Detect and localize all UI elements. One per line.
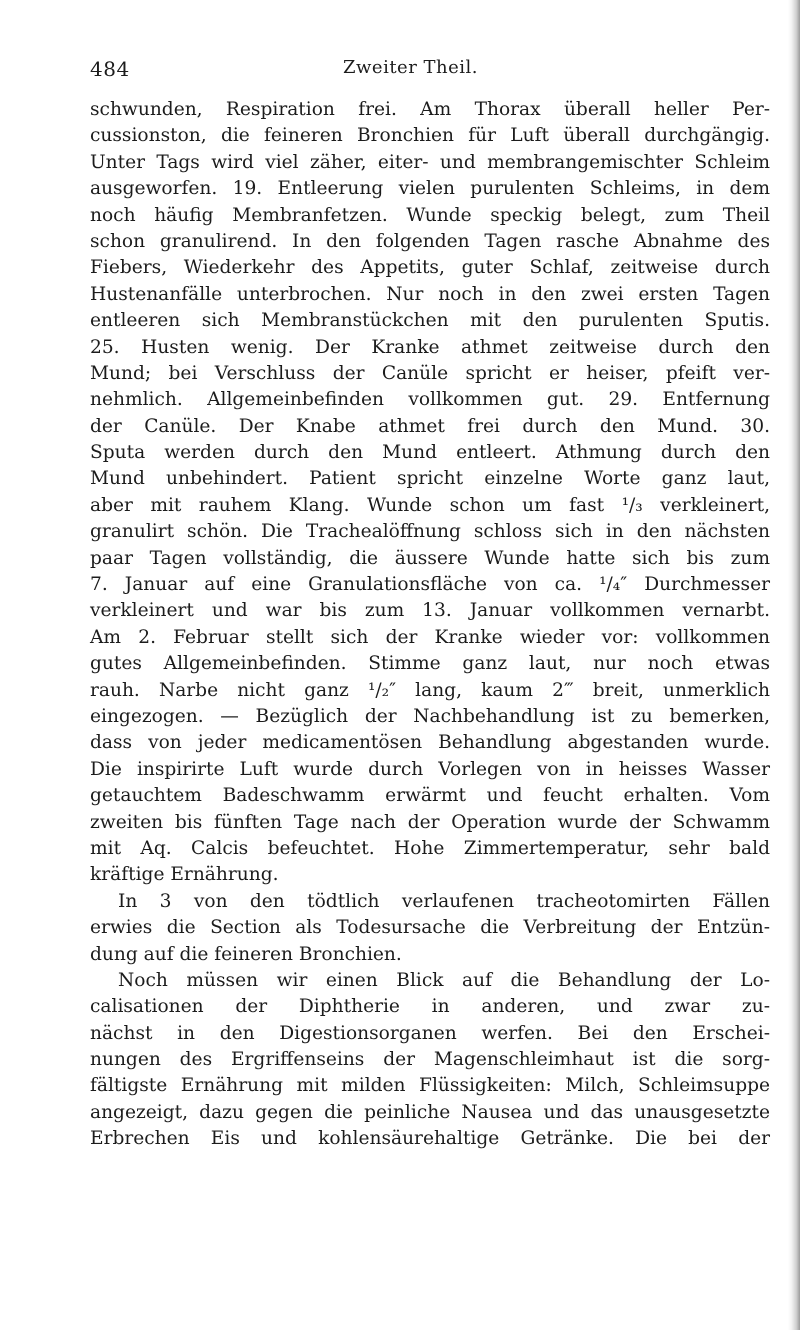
text-line: aber mit rauhem Klang. Wunde schon um fast ¹/₃ verkleinert, xyxy=(90,494,770,516)
text-line: verkleinert und war bis zum 13. Januar vollkommen vernarbt. xyxy=(90,600,770,622)
text-line: entleeren sich Membranstückchen mit den purulenten Sputis. xyxy=(90,310,770,332)
text-line: In 3 von den tödtlich verlaufenen tracheotomirten Fällen xyxy=(118,890,770,912)
text-line: Fiebers, Wiederkehr des Appetits, guter Schlaf, zeitweise durch xyxy=(90,257,770,279)
text-line: Am 2. Februar stellt sich der Kranke wieder vor: vollkommen xyxy=(90,626,770,648)
text-line: 7. Januar auf eine Granulationsfläche von ca. ¹/₄″ Durchmesser xyxy=(90,574,770,596)
body-text xyxy=(90,97,770,1153)
text-line: ausgeworfen. 19. Entleerung vielen purulenten Schleims, in dem xyxy=(90,178,770,200)
text-line: kräftige Ernährung. xyxy=(90,864,279,886)
text-line: noch häufig Membranfetzen. Wunde speckig belegt, zum Theil xyxy=(90,204,770,226)
text-line: rauh. Narbe nicht ganz ¹/₂″ lang, kaum 2‴ breit, unmerklich xyxy=(90,679,770,701)
text-line: angezeigt, dazu gegen die peinliche Nausea und das unausgesetzte xyxy=(90,1101,770,1123)
text-line: dass von jeder medicamentösen Behandlung abgestanden wurde. xyxy=(90,732,770,754)
text-line: mit Aq. Calcis befeuchtet. Hohe Zimmertemperatur, sehr bald xyxy=(90,837,770,859)
text-line: Erbrechen Eis und kohlensäurehaltige Getränke. Die bei der xyxy=(90,1128,770,1150)
text-line: calisationen der Diphtherie in anderen, und zwar zu- xyxy=(90,996,770,1018)
text-line: nehmlich. Allgemeinbefinden vollkommen gut. 29. Entfernung xyxy=(90,389,770,411)
text-line: nächst in den Digestionsorganen werfen. Bei den Erschei- xyxy=(90,1022,770,1044)
text-line: gutes Allgemeinbefinden. Stimme ganz laut, nur noch etwas xyxy=(90,653,770,675)
text-line: getauchtem Badeschwamm erwärmt und feucht erhalten. Vom xyxy=(90,785,770,807)
page-edge-shadow xyxy=(788,0,800,1330)
text-line: Die inspirirte Luft wurde durch Vorlegen von in heisses Wasser xyxy=(90,758,770,780)
text-line: der Canüle. Der Knabe athmet frei durch den Mund. 30. xyxy=(90,415,770,437)
text-line: zweiten bis fünften Tage nach der Operation wurde der Schwamm xyxy=(90,811,770,833)
text-line: Noch müssen wir einen Blick auf die Behandlung der Lo- xyxy=(118,969,770,991)
text-line: Mund; bei Verschluss der Canüle spricht er heiser, pfeift ver- xyxy=(90,362,770,384)
text-line: erwies die Section als Todesursache die Verbreitung der Entzün- xyxy=(90,917,770,939)
page-number: 484 xyxy=(90,57,130,81)
text-line: Mund unbehindert. Patient spricht einzelne Worte ganz laut, xyxy=(90,468,770,490)
text-line: granulirt schön. Die Trachealöffnung schloss sich in den nächsten xyxy=(90,521,770,543)
text-line: eingezogen. — Bezüglich der Nachbehandlung ist zu bemerken, xyxy=(90,705,770,727)
text-line: nungen des Ergriffenseins der Magenschleimhaut ist die sorg- xyxy=(90,1049,770,1071)
text-line: cussionston, die feineren Bronchien für Luft überall durchgängig. xyxy=(90,125,770,147)
text-line: 25. Husten wenig. Der Kranke athmet zeitweise durch den xyxy=(90,336,770,358)
text-line: schon granulirend. In den folgenden Tagen rasche Abnahme des xyxy=(90,230,770,252)
text-line: schwunden, Respiration frei. Am Thorax überall heller Per- xyxy=(90,99,770,120)
text-line: paar Tagen vollständig, die äussere Wunde hatte sich bis zum xyxy=(90,547,770,569)
text-line: dung auf die feineren Bronchien. xyxy=(90,943,402,965)
text-line: Unter Tags wird viel zäher, eiter- und membrangemischter Schleim xyxy=(90,151,770,173)
running-title: Zweiter Theil. xyxy=(343,57,479,78)
text-line: Hustenanfälle unterbrochen. Nur noch in den zwei ersten Tagen xyxy=(90,283,770,305)
running-head xyxy=(0,57,800,87)
text-line: Sputa werden durch den Mund entleert. Athmung durch den xyxy=(90,442,770,464)
text-line: fältigste Ernährung mit milden Flüssigkeiten: Milch, Schleimsuppe xyxy=(90,1075,770,1097)
